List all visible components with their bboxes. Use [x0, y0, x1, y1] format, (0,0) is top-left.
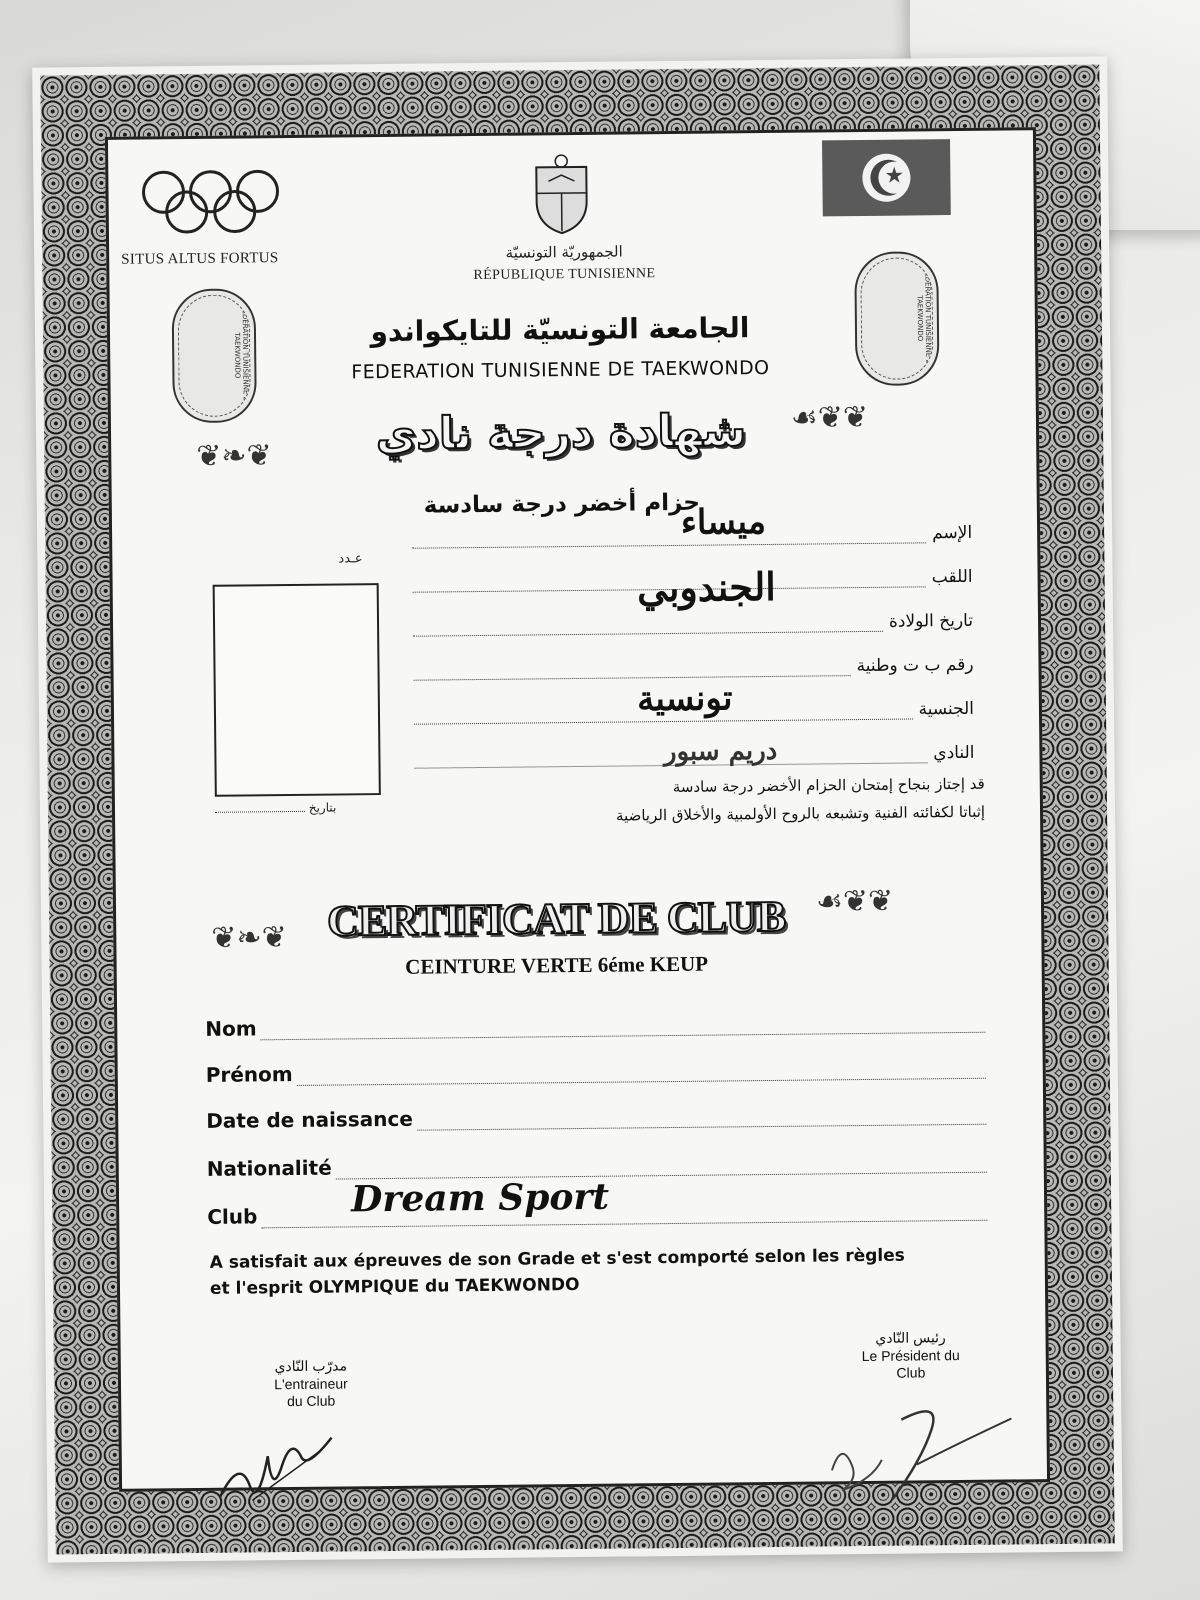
ornament-icon: ☙❦❦	[815, 883, 894, 920]
ornament-icon: ❦❧❦	[196, 438, 272, 474]
field-birth-date-ar: تاريخ الولادة	[413, 599, 973, 637]
statement-arabic-2: إثباتا لكفائته الفنية وتشبعه بالروح الأولمبية والأخلاق الرياضية	[615, 802, 986, 825]
field-id-number-ar: رقم ب ت وطنية	[413, 643, 973, 681]
photo-placeholder	[213, 583, 381, 797]
federation-name-french: FEDERATION TUNISIENNE DE TAEKWONDO	[351, 356, 770, 384]
trainer-signature-label: مدرّب النّادي L'entraineur du Club	[274, 1357, 348, 1410]
president-signature	[821, 1388, 1022, 1500]
president-signature-label: رئيس النّادي Le Président du Club	[861, 1329, 960, 1381]
olympic-motto: SITUS ALTUS FORTUS	[121, 250, 279, 268]
field-club-ar: النادي دريم سبور	[414, 731, 974, 769]
field-date-naissance: Date de naissance	[206, 1091, 986, 1133]
field-prenom: Prénom	[206, 1045, 986, 1087]
republic-french: RÉPUBLIQUE TUNISIENNE	[473, 266, 656, 284]
ornament-icon: ☙❦❦	[790, 399, 869, 436]
coat-of-arms-icon	[528, 153, 595, 238]
olympic-rings-icon	[138, 166, 289, 238]
statement-french: A satisfait aux épreuves de son Grade et s'est comporté selon les règles et l'esprit OLYMPIQUE du TAEKWONDO	[209, 1245, 905, 1299]
certificate-content	[108, 130, 1047, 1489]
field-nom: Nom	[205, 999, 985, 1041]
field-first-name-ar: الإسم ميساء	[412, 511, 972, 549]
ornament-icon: ❦❧❦	[211, 920, 287, 956]
federation-seal-right: FEDERATION TUNISIENNE DE TAEKWONDO	[854, 251, 939, 386]
belt-grade-arabic: حزام أخضر درجة سادسة	[423, 489, 701, 519]
field-nationalite: Nationalité	[207, 1139, 987, 1181]
number-label: عـدد	[338, 551, 363, 567]
handwritten-club-fr: Dream Sport	[350, 1175, 610, 1221]
federation-name-arabic: الجامعة التونسيّة للتايكواندو	[370, 311, 750, 349]
date-issued: بتاريخ	[215, 800, 355, 815]
belt-grade-french: CEINTURE VERTE 6éme KEUP	[405, 951, 709, 979]
statement-arabic-1: قد إجتاز بنجاح إمتحان الحزام الأخضر درجة سادسة	[672, 774, 985, 796]
handwritten-nationality: تونسية	[636, 678, 733, 720]
field-nationality-ar: الجنسية تونسية	[414, 687, 974, 725]
handwritten-first-name: ميساء	[680, 502, 767, 543]
trainer-signature	[212, 1433, 353, 1504]
handwritten-club-ar: دريم سبور	[663, 735, 778, 768]
handwritten-last-name: الجندوبي	[636, 563, 777, 611]
certificate-sheet	[32, 56, 1123, 1562]
tunisia-flag-icon: ★	[822, 139, 951, 216]
certificate-title-french: CERTIFICAT DE CLUB	[326, 891, 786, 946]
federation-seal-left: FEDERATION TUNISIENNE DE TAEKWONDO	[172, 288, 257, 423]
field-club: Club Dream Sport	[207, 1187, 987, 1229]
field-last-name-ar: اللقب الجندوبي	[412, 555, 972, 593]
certificate-title-arabic: شهادة درجة نادي	[375, 405, 747, 461]
republic-arabic: الجمهوريّة التونسيّة	[505, 242, 623, 262]
